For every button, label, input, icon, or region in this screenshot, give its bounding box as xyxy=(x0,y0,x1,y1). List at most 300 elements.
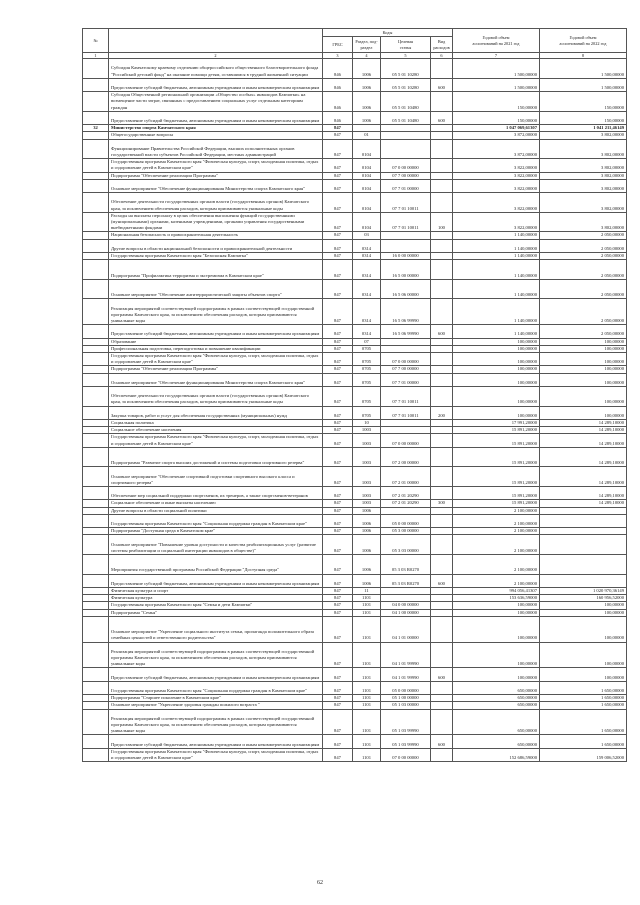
row-expense-type: 600 xyxy=(431,111,453,124)
row-grbs: 847 xyxy=(323,709,353,735)
row-volume-2021: 3 822,00000 xyxy=(453,179,540,192)
table-row xyxy=(83,252,627,259)
row-volume-2022: 100,00000 xyxy=(540,386,627,406)
table-row xyxy=(83,554,627,574)
row-grbs: 847 xyxy=(323,427,353,434)
row-grbs: 847 xyxy=(323,159,353,172)
table-row xyxy=(83,125,627,132)
row-volume-2021: 15 891,20000 xyxy=(453,447,540,467)
row-target-article xyxy=(381,419,431,426)
table-row xyxy=(83,132,627,139)
row-expense-type xyxy=(431,681,453,694)
table-row xyxy=(83,239,627,252)
row-volume-2022: 1 650,00000 xyxy=(540,735,627,748)
table-row xyxy=(83,386,627,406)
row-grbs: 846 xyxy=(323,59,353,79)
row-target-article: 16 5 00 00000 xyxy=(381,260,431,280)
row-name: Обеспечение мер социальной поддержки спортсменов, их тренеров, а также спортсменов-ветеранов xyxy=(109,486,323,499)
row-name: Реализация мероприятий соответствующей подпрограммы в рамках соответствующей государственной программы Камчатского края, за исключением обеспечения расходов, которым присваиваются уникальные коды xyxy=(109,642,323,668)
row-volume-2022: 3 802,00000 xyxy=(540,193,627,213)
row-name: Общегосударственные вопросы xyxy=(109,132,323,139)
row-number xyxy=(83,434,109,447)
row-grbs: 847 xyxy=(323,528,353,535)
row-razdel: 0104 xyxy=(353,159,381,172)
row-number xyxy=(83,212,109,232)
row-name: Физическая культура xyxy=(109,595,323,602)
row-volume-2021: 15 891,20000 xyxy=(453,434,540,447)
row-volume-2022 xyxy=(540,514,627,527)
row-expense-type: 600 xyxy=(431,78,453,91)
table-row xyxy=(83,695,627,702)
row-name: Государственная программа Камчатского края "Социальная поддержка граждан в Камчатском крае" xyxy=(109,514,323,527)
row-grbs: 847 xyxy=(323,554,353,574)
row-name: Профессиональная подготовка, переподготовка и повышение квалификации xyxy=(109,345,323,352)
row-number xyxy=(83,602,109,609)
table-row xyxy=(83,260,627,280)
row-volume-2021: 650,00000 xyxy=(453,735,540,748)
row-volume-2022: 100,00000 xyxy=(540,616,627,642)
table-row xyxy=(83,434,627,447)
row-target-article xyxy=(381,595,431,602)
row-number xyxy=(83,59,109,79)
row-razdel: 11 xyxy=(353,587,381,594)
row-target-article: 07 7 01 00000 xyxy=(381,179,431,192)
row-expense-type xyxy=(431,252,453,259)
row-grbs: 847 xyxy=(323,507,353,514)
row-grbs: 847 xyxy=(323,434,353,447)
table-row xyxy=(83,338,627,345)
row-expense-type xyxy=(431,609,453,616)
row-target-article xyxy=(381,132,431,139)
table-row xyxy=(83,159,627,172)
row-name: Государственная программа Камчатского края "Безопасная Камчатка" xyxy=(109,252,323,259)
row-razdel: 1006 xyxy=(353,535,381,555)
row-number xyxy=(83,514,109,527)
row-target-article: 07 7 00 00000 xyxy=(381,172,431,179)
row-number xyxy=(83,535,109,555)
row-grbs: 847 xyxy=(323,386,353,406)
row-razdel: 1101 xyxy=(353,602,381,609)
row-razdel: 1006 xyxy=(353,111,381,124)
row-razdel: 1006 xyxy=(353,59,381,79)
row-name: Предоставление субсидий бюджетным, автономным учреждениям и иным некоммерческим организациям xyxy=(109,78,323,91)
row-razdel: 1101 xyxy=(353,642,381,668)
row-target-article: 05 5 01 10480 xyxy=(381,111,431,124)
row-volume-2021: 15 891,20000 xyxy=(453,467,540,487)
row-target-article: 07 7 01 10011 xyxy=(381,193,431,213)
row-razdel: 0104 xyxy=(353,179,381,192)
row-volume-2022: 100,00000 xyxy=(540,602,627,609)
row-number xyxy=(83,609,109,616)
row-name: Функционирование Правительства Российской Федерации, высших исполнительных органов государственной власти субъектов Российской Федерации, местных администраций xyxy=(109,139,323,159)
row-name: Реализация мероприятий соответствующей подпрограммы в рамках соответствующей государственной программы Камчатского края, за исключением обеспечения расходов, которым присваиваются уникальные коды xyxy=(109,299,323,325)
row-razdel: 1006 xyxy=(353,92,381,112)
row-expense-type xyxy=(431,595,453,602)
table-row xyxy=(83,447,627,467)
header-volume-2022: Годовой объем ассигнований на 2022 год xyxy=(540,29,627,53)
row-razdel: 07 xyxy=(353,338,381,345)
row-target-article: 16 5 06 99990 xyxy=(381,325,431,338)
table-row xyxy=(83,212,627,232)
row-volume-2021: 100,00000 xyxy=(453,609,540,616)
row-name: Государственная программа Камчатского края "Физическая культура, спорт, молодежная политика, отдых и оздоровление детей в Камчатском крае" xyxy=(109,748,323,761)
table-row xyxy=(83,299,627,325)
table-row xyxy=(83,595,627,602)
header-name-blank xyxy=(109,29,323,53)
row-volume-2021: 2 100,00000 xyxy=(453,574,540,587)
row-grbs: 847 xyxy=(323,642,353,668)
row-number xyxy=(83,595,109,602)
row-volume-2022 xyxy=(540,528,627,535)
row-name: Основное мероприятие "Укрепление здоровья граждан пожилого возраста " xyxy=(109,702,323,709)
row-name: Обеспечение деятельности государственных органов власти (государственных органов) Камчатского края, за исключением обеспечения расходов, которым присваиваются уникальные коды xyxy=(109,193,323,213)
row-name: Основное мероприятие "Обеспечение функционирования Министерства спорта Камчатского края" xyxy=(109,179,323,192)
row-number xyxy=(83,252,109,259)
table-row xyxy=(83,574,627,587)
row-volume-2021: 650,00000 xyxy=(453,695,540,702)
row-grbs: 847 xyxy=(323,447,353,467)
row-grbs: 847 xyxy=(323,668,353,681)
row-volume-2021: 1 140,00000 xyxy=(453,232,540,239)
row-name: Социальная политика xyxy=(109,419,323,426)
row-name: Предоставление субсидий бюджетным, автономным учреждениям и иным некоммерческим организациям xyxy=(109,668,323,681)
row-razdel: 0314 xyxy=(353,325,381,338)
row-target-article: 04 1 01 99990 xyxy=(381,668,431,681)
row-volume-2021: 3 822,00000 xyxy=(453,193,540,213)
row-volume-2022: 100,00000 xyxy=(540,668,627,681)
row-name: Реализация мероприятий соответствующей подпрограммы в рамках соответствующей государственной программы Камчатского края, за исключением обеспечения расходов, которым присваиваются уникальные коды xyxy=(109,709,323,735)
row-volume-2022: 100,00000 xyxy=(540,338,627,345)
row-name: Государственная программа Камчатского края "Социальная поддержка граждан в Камчатском крае" xyxy=(109,681,323,694)
row-volume-2021: 17 991,20000 xyxy=(453,419,540,426)
header-number: № xyxy=(83,29,109,53)
row-volume-2021: 3 872,00000 xyxy=(453,139,540,159)
row-volume-2021: 100,00000 xyxy=(453,366,540,373)
row-volume-2022: 1 650,00000 xyxy=(540,709,627,735)
row-volume-2021: 3 822,00000 xyxy=(453,172,540,179)
table-row xyxy=(83,668,627,681)
row-grbs: 847 xyxy=(323,252,353,259)
row-grbs: 847 xyxy=(323,239,353,252)
table-row xyxy=(83,172,627,179)
row-name: Основное мероприятие "Обеспечение функционирования Министерства спорта Камчатского края" xyxy=(109,373,323,386)
row-volume-2021: 994 056,41307 xyxy=(453,587,540,594)
row-number xyxy=(83,139,109,159)
table-row xyxy=(83,427,627,434)
row-number xyxy=(83,179,109,192)
row-name: Образование xyxy=(109,338,323,345)
row-grbs: 847 xyxy=(323,132,353,139)
row-name: Социальное обеспечение и иные выплаты населению xyxy=(109,500,323,507)
row-razdel: 1101 xyxy=(353,735,381,748)
header-index: 4 xyxy=(353,53,381,59)
row-number xyxy=(83,702,109,709)
row-target-article: 07 2 00 00000 xyxy=(381,447,431,467)
row-expense-type xyxy=(431,260,453,280)
row-volume-2021: 3 872,00000 xyxy=(453,132,540,139)
table-row xyxy=(83,616,627,642)
header-target-article: Целевая статья xyxy=(381,37,431,53)
row-grbs: 847 xyxy=(323,748,353,761)
row-volume-2021: 100,00000 xyxy=(453,373,540,386)
row-name: Подпрограмма "Старшее поколение в Камчатском крае" xyxy=(109,695,323,702)
row-target-article: 16 5 06 00000 xyxy=(381,279,431,299)
row-razdel: 0705 xyxy=(353,373,381,386)
row-volume-2021: 2 100,00000 xyxy=(453,535,540,555)
row-number xyxy=(83,325,109,338)
row-expense-type xyxy=(431,386,453,406)
row-razdel: 1006 xyxy=(353,78,381,91)
row-name: Другие вопросы в области социальной политики xyxy=(109,507,323,514)
header-grbs: ГРБС xyxy=(323,37,353,53)
row-volume-2022: 14 289,10000 xyxy=(540,467,627,487)
row-razdel: 0314 xyxy=(353,239,381,252)
row-volume-2021: 1 140,00000 xyxy=(453,260,540,280)
row-target-article xyxy=(381,587,431,594)
row-razdel: 0705 xyxy=(353,366,381,373)
row-volume-2021: 15 891,20000 xyxy=(453,427,540,434)
row-number xyxy=(83,554,109,574)
row-expense-type xyxy=(431,193,453,213)
table-row xyxy=(83,232,627,239)
row-name: Подпрограмма "Обеспечение реализации Программы" xyxy=(109,366,323,373)
row-number xyxy=(83,366,109,373)
row-razdel: 1101 xyxy=(353,748,381,761)
row-number xyxy=(83,373,109,386)
header-index: 1 xyxy=(83,53,109,59)
row-razdel: 1101 xyxy=(353,609,381,616)
row-volume-2021: 152 686,59000 xyxy=(453,748,540,761)
row-number xyxy=(83,587,109,594)
row-volume-2022: 150,00000 xyxy=(540,92,627,112)
row-expense-type xyxy=(431,366,453,373)
row-razdel: 0314 xyxy=(353,260,381,280)
row-volume-2021: 2 100,00000 xyxy=(453,514,540,527)
row-expense-type xyxy=(431,602,453,609)
row-expense-type xyxy=(431,695,453,702)
row-expense-type xyxy=(431,507,453,514)
row-volume-2021: 100,00000 xyxy=(453,602,540,609)
row-razdel: 10 xyxy=(353,419,381,426)
row-volume-2022: 2 050,00000 xyxy=(540,239,627,252)
row-razdel: 01 xyxy=(353,132,381,139)
row-expense-type xyxy=(431,642,453,668)
table-row xyxy=(83,514,627,527)
row-volume-2022: 100,00000 xyxy=(540,352,627,365)
row-number xyxy=(83,427,109,434)
row-grbs: 847 xyxy=(323,260,353,280)
row-expense-type xyxy=(431,92,453,112)
row-volume-2022: 1 650,00000 xyxy=(540,681,627,694)
row-expense-type: 600 xyxy=(431,735,453,748)
row-razdel: 1101 xyxy=(353,695,381,702)
row-expense-type: 200 xyxy=(431,406,453,419)
row-razdel: 1101 xyxy=(353,681,381,694)
row-razdel: 1101 xyxy=(353,595,381,602)
row-razdel: 0705 xyxy=(353,345,381,352)
row-volume-2022: 100,00000 xyxy=(540,366,627,373)
row-expense-type xyxy=(431,616,453,642)
row-name: Подпрограмма "Семья" xyxy=(109,609,323,616)
row-expense-type xyxy=(431,159,453,172)
row-grbs: 847 xyxy=(323,279,353,299)
row-target-article: 04 0 00 00000 xyxy=(381,602,431,609)
row-razdel: 1006 xyxy=(353,574,381,587)
budget-sheet xyxy=(82,28,626,762)
row-name: Социальное обеспечение населения xyxy=(109,427,323,434)
table-row xyxy=(83,642,627,668)
row-volume-2022: 160 956,52000 xyxy=(540,595,627,602)
row-expense-type: 600 xyxy=(431,574,453,587)
row-razdel: 1003 xyxy=(353,467,381,487)
row-volume-2021: 100,00000 xyxy=(453,642,540,668)
row-target-article: 04 1 01 00000 xyxy=(381,616,431,642)
row-volume-2021: 100,00000 xyxy=(453,386,540,406)
row-number xyxy=(83,338,109,345)
row-grbs: 847 xyxy=(323,574,353,587)
row-expense-type xyxy=(431,514,453,527)
row-target-article: 05 1 03 99990 xyxy=(381,735,431,748)
row-name: Предоставление субсидий бюджетным, автономным учреждениям и иным некоммерческим организациям xyxy=(109,111,323,124)
row-name: Государственная программа Камчатского края "Физическая культура, спорт, молодежная политика, отдых и оздоровление детей в Камчатском крае" xyxy=(109,434,323,447)
table-row xyxy=(83,419,627,426)
header-expense-type: Вид расходов xyxy=(431,37,453,53)
row-expense-type xyxy=(431,132,453,139)
row-number xyxy=(83,132,109,139)
row-expense-type xyxy=(431,172,453,179)
row-volume-2022: 1 500,00000 xyxy=(540,78,627,91)
row-volume-2021: 2 100,00000 xyxy=(453,507,540,514)
table-row xyxy=(83,735,627,748)
row-razdel: 03 xyxy=(353,232,381,239)
row-volume-2022: 14 289,10000 xyxy=(540,419,627,426)
row-grbs: 847 xyxy=(323,352,353,365)
table-row xyxy=(83,139,627,159)
table-row xyxy=(83,748,627,761)
row-razdel: 1006 xyxy=(353,507,381,514)
row-target-article: 07 7 01 10011 xyxy=(381,212,431,232)
row-razdel: 0314 xyxy=(353,299,381,325)
row-volume-2022: 2 050,00000 xyxy=(540,279,627,299)
row-razdel: 0705 xyxy=(353,406,381,419)
row-grbs: 847 xyxy=(323,514,353,527)
row-number xyxy=(83,406,109,419)
row-volume-2021: 650,00000 xyxy=(453,709,540,735)
row-number xyxy=(83,695,109,702)
row-volume-2021: 1 140,00000 xyxy=(453,325,540,338)
row-razdel: 1101 xyxy=(353,668,381,681)
row-expense-type xyxy=(431,587,453,594)
row-target-article: 07 7 01 00000 xyxy=(381,373,431,386)
row-volume-2022: 159 006,52000 xyxy=(540,748,627,761)
row-name: Основное мероприятие "Повышение уровня доступности и качества реабилитационных услуг (развитие системы реабилитации и социальной интеграции инвалидов в обществе)" xyxy=(109,535,323,555)
row-volume-2022: 14 289,10000 xyxy=(540,434,627,447)
row-name: Основное мероприятие "Обеспечение антитеррористической защиты объектов спорта" xyxy=(109,279,323,299)
row-grbs: 847 xyxy=(323,587,353,594)
row-number xyxy=(83,260,109,280)
row-razdel: 0705 xyxy=(353,386,381,406)
row-grbs: 847 xyxy=(323,609,353,616)
row-volume-2021: 1 500,00000 xyxy=(453,59,540,79)
row-volume-2022 xyxy=(540,574,627,587)
row-volume-2021: 15 891,20000 xyxy=(453,500,540,507)
row-expense-type xyxy=(431,338,453,345)
row-volume-2021: 650,00000 xyxy=(453,702,540,709)
row-volume-2022: 3 802,00000 xyxy=(540,172,627,179)
row-number xyxy=(83,345,109,352)
row-name: Обеспечение деятельности государственных органов власти (государственных органов) Камчатского края, за исключением обеспечения расходов, которым присваиваются уникальные коды xyxy=(109,386,323,406)
row-number xyxy=(83,616,109,642)
row-expense-type xyxy=(431,139,453,159)
row-name: Субсидия Общественной региональной организации «Общество особых» инвалидов Камчатки» на возмещение части затрат, связанных с предоставлением социальных услуг отдельным категориям граждан xyxy=(109,92,323,112)
row-number xyxy=(83,447,109,467)
row-expense-type xyxy=(431,702,453,709)
row-grbs: 847 xyxy=(323,535,353,555)
table-row xyxy=(83,111,627,124)
row-volume-2022: 100,00000 xyxy=(540,642,627,668)
row-target-article: 07 0 00 00000 xyxy=(381,434,431,447)
row-target-article xyxy=(381,232,431,239)
row-name: Государственная программа Камчатского края "Семья и дети Камчатки" xyxy=(109,602,323,609)
row-grbs: 847 xyxy=(323,486,353,499)
row-volume-2022: 2 050,00000 xyxy=(540,299,627,325)
row-name: Физическая культура и спорт xyxy=(109,587,323,594)
row-grbs: 847 xyxy=(323,366,353,373)
row-target-article: 07 2 01 00000 xyxy=(381,467,431,487)
table-row xyxy=(83,467,627,487)
row-number xyxy=(83,78,109,91)
row-razdel: 0104 xyxy=(353,139,381,159)
row-target-article: 04 1 00 00000 xyxy=(381,609,431,616)
row-number xyxy=(83,467,109,487)
row-number xyxy=(83,352,109,365)
row-target-article: 07 2 01 20290 xyxy=(381,486,431,499)
row-grbs: 847 xyxy=(323,500,353,507)
row-volume-2022: 100,00000 xyxy=(540,609,627,616)
table-row xyxy=(83,602,627,609)
row-volume-2021: 150,00000 xyxy=(453,111,540,124)
row-number xyxy=(83,668,109,681)
row-target-article xyxy=(381,345,431,352)
row-target-article: 05 5 01 10480 xyxy=(381,92,431,112)
row-razdel: 1003 xyxy=(353,500,381,507)
page-number: 62 xyxy=(317,880,323,886)
row-expense-type xyxy=(431,434,453,447)
row-expense-type xyxy=(431,447,453,467)
row-volume-2022: 100,00000 xyxy=(540,373,627,386)
row-expense-type xyxy=(431,427,453,434)
row-razdel: 1003 xyxy=(353,427,381,434)
row-razdel: 0314 xyxy=(353,279,381,299)
row-razdel: 0705 xyxy=(353,352,381,365)
row-number xyxy=(83,528,109,535)
row-grbs: 847 xyxy=(323,345,353,352)
table-row xyxy=(83,528,627,535)
row-name: Расходы на выплаты персоналу в целях обеспечения выполнения функций государственными (муниципальными) органами, казенными учреждениями, органами управления государственными внебюджетными фондами xyxy=(109,212,323,232)
row-volume-2021: 100,00000 xyxy=(453,352,540,365)
header-index: 2 xyxy=(109,53,323,59)
table-body xyxy=(83,59,627,762)
row-grbs: 847 xyxy=(323,616,353,642)
header-index: 6 xyxy=(431,53,453,59)
row-grbs: 847 xyxy=(323,735,353,748)
row-name: Подпрограмма "Развитие спорта высших достижений и системы подготовки спортивного резерва" xyxy=(109,447,323,467)
table-row xyxy=(83,92,627,112)
row-volume-2021: 1 140,00000 xyxy=(453,299,540,325)
row-target-article: 05 5 01 10280 xyxy=(381,78,431,91)
row-grbs: 847 xyxy=(323,232,353,239)
row-number xyxy=(83,279,109,299)
